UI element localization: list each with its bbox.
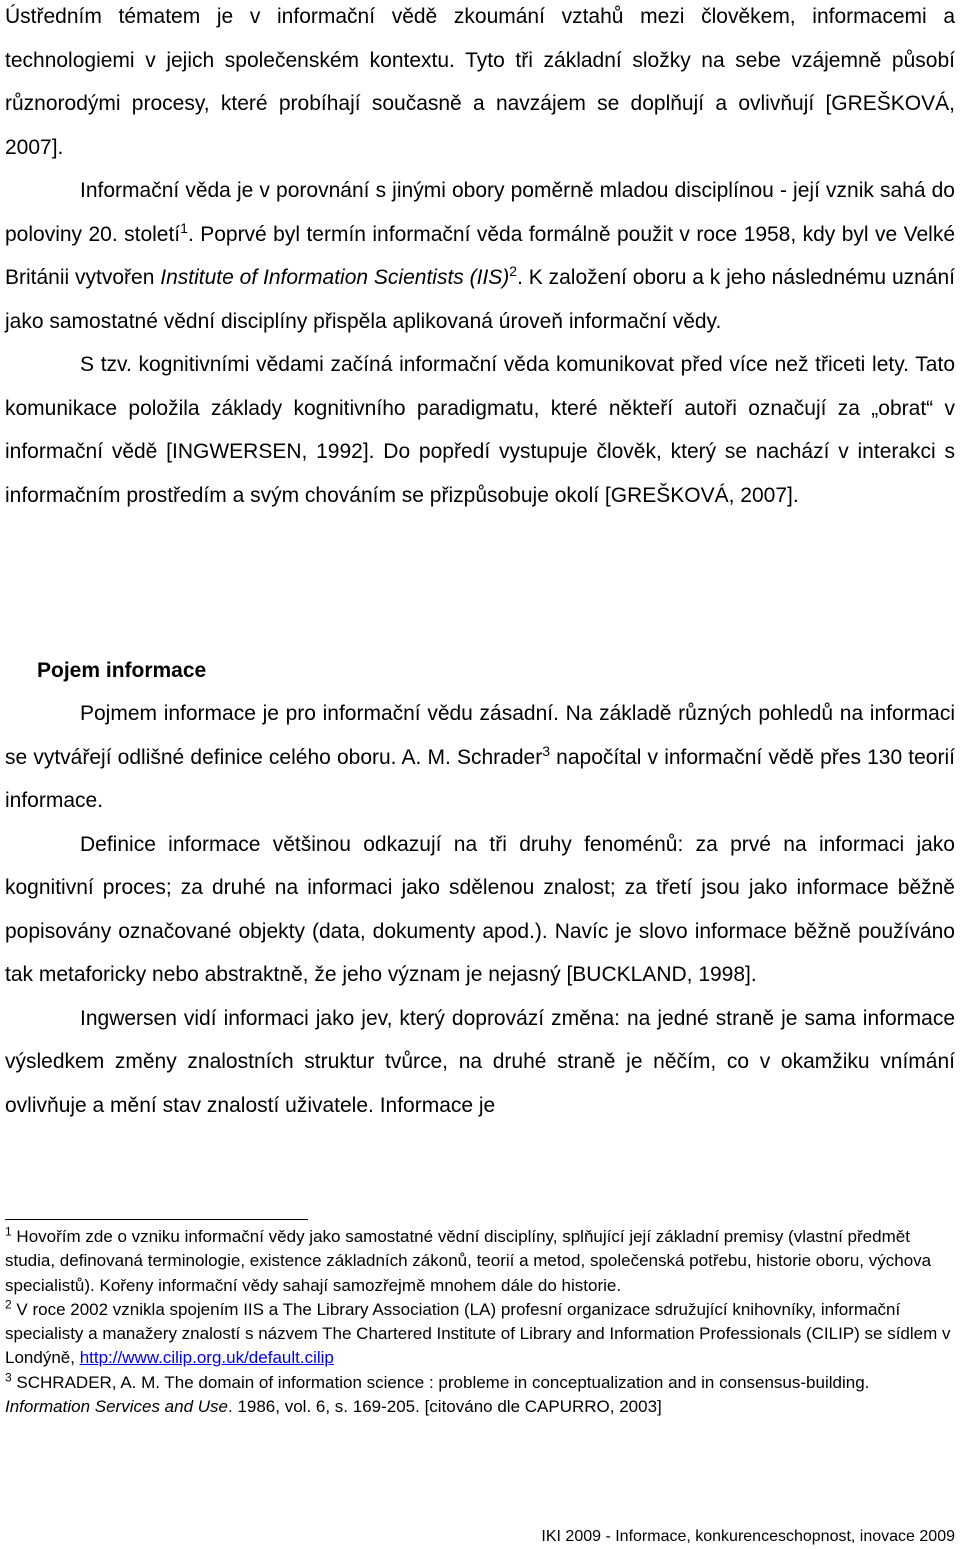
paragraph-cognitive: S tzv. kognitivními vědami začíná informační věda komunikovat před více než třiceti lety. Tato komunikace položila základy kognitivního paradigmatu, které někteří autoři označují za „obrat“ v informační vědě [INGWERSEN, 1992]. Do popředí vystupuje člověk, který se nachází v interakci s informačním prostředím a svým chováním se přizpůsobuje okolí [GREŠKOVÁ, 2007]. <box>5 353 955 507</box>
footnote-2-text: V roce 2002 vznikla spojením IIS a The Library Association (LA) profesní organizace sdružující knihovníky, informační specialisty a manažery znalostí s názvem The Chartered Institute of Library and Information Professionals (CILIP) se sídlem v Londýně, <box>5 1299 951 1368</box>
footnote-1-text: Hovořím zde o vzniku informační vědy jako samostatné vědní disciplíny, splňující její základní premisy (vlastní předmět studia, definovaná terminologie, existence základních zákonů, teorií a metod, společenská potřebu, historie oboru, výchova specialistů). Kořeny informační vědy sahají samozřejmě mnohem dále do historie. <box>5 1227 932 1295</box>
paragraph-history-text-b: . Poprvé byl termín informační věda formálně použit v roce 1958, kdy byl ve Velké Británii vytvořen <box>5 222 955 289</box>
paragraph-history <box>5 169 955 343</box>
footnote-ref-2: 2 <box>509 263 518 279</box>
footnotes <box>5 1225 955 1419</box>
paragraph-definitions: Definice informace většinou odkazují na tři druhy fenoménů: za prvé na informaci jako kognitivní proces; za druhé na informaci jako sdělenou znalost; za třetí jsou jako informace běžně popisovány označované objekty (data, dokumenty apod.). Navíc je slovo informace běžně používáno tak metaforicky nebo abstraktně, že jeho význam je nejasný [BUCKLAND, 1998]. <box>5 832 955 986</box>
section-information <box>5 692 955 1127</box>
footnote-3-text-b: . 1986, vol. 6, s. 169-205. [citováno dle CAPURRO, 2003] <box>228 1397 662 1417</box>
institute-name: Institute of Information Scientists (IIS) <box>160 266 510 289</box>
paragraph-concept-text-a: Pojmem informace je pro informační vědu zásadní. Na základě různých pohledů na informaci se vytvářejí odlišné definice celého oboru. A. M. Schrader <box>5 702 955 769</box>
footnote-3-number: 3 <box>5 1370 12 1385</box>
footnote-separator <box>5 1219 308 1220</box>
paragraph-concept <box>5 692 955 823</box>
footnote-3-text-a: SCHRADER, A. M. The domain of information science : probleme in conceptualization and in consensus-building. <box>11 1372 870 1392</box>
footnote-3 <box>5 1371 955 1420</box>
page-footer: IKI 2009 - Informace, konkurenceschopnost, inovace 2009 <box>541 1528 955 1545</box>
paragraph-intro: Ústředním tématem je v informační vědě zkoumání vztahů mezi člověkem, informacemi a technologiemi v jejich společenském kontextu. Tyto tři základní složky na sebe vzájemně působí různorodými procesy, které probíhají současně a navzájem se doplňují a ovlivňují [GREŠKOVÁ, 2007]. <box>5 5 955 159</box>
paragraph-concept-text-b: napočítal v informační vědě přes 130 teorií informace. <box>5 745 955 812</box>
footnote-ref-1: 1 <box>180 219 188 236</box>
footnote-1 <box>5 1225 955 1298</box>
section-heading: Pojem informace <box>37 659 207 682</box>
document-page <box>5 0 955 517</box>
paragraph-history-text-a: Informační věda je v porovnání s jinými obory poměrně mladou disciplínou - její vznik sahá do poloviny 20. století <box>5 179 955 246</box>
footnote-2-number: 2 <box>5 1297 12 1312</box>
paragraph-ingwersen: Ingwersen vidí informaci jako jev, který doprovází změna: na jedné straně je sama informace výsledkem změny znalostních struktur tvůrce, na druhé straně je něčím, co v okamžiku vnímání ovlivňuje a mění stav znalostí uživatele. Informace je <box>5 1006 955 1117</box>
paragraph-history-text-c: . K založení oboru a k jeho následnému uznání jako samostatné vědní disciplíny přispěla aplikovaná úroveň informační vědy. <box>5 266 955 333</box>
footnote-1-number: 1 <box>5 1224 12 1239</box>
footnote-ref-3: 3 <box>542 742 550 759</box>
footnote-2 <box>5 1298 955 1371</box>
cilip-link[interactable]: http://www.cilip.org.uk/default.cilip <box>79 1348 334 1368</box>
journal-title: Information Services and Use <box>5 1397 228 1417</box>
